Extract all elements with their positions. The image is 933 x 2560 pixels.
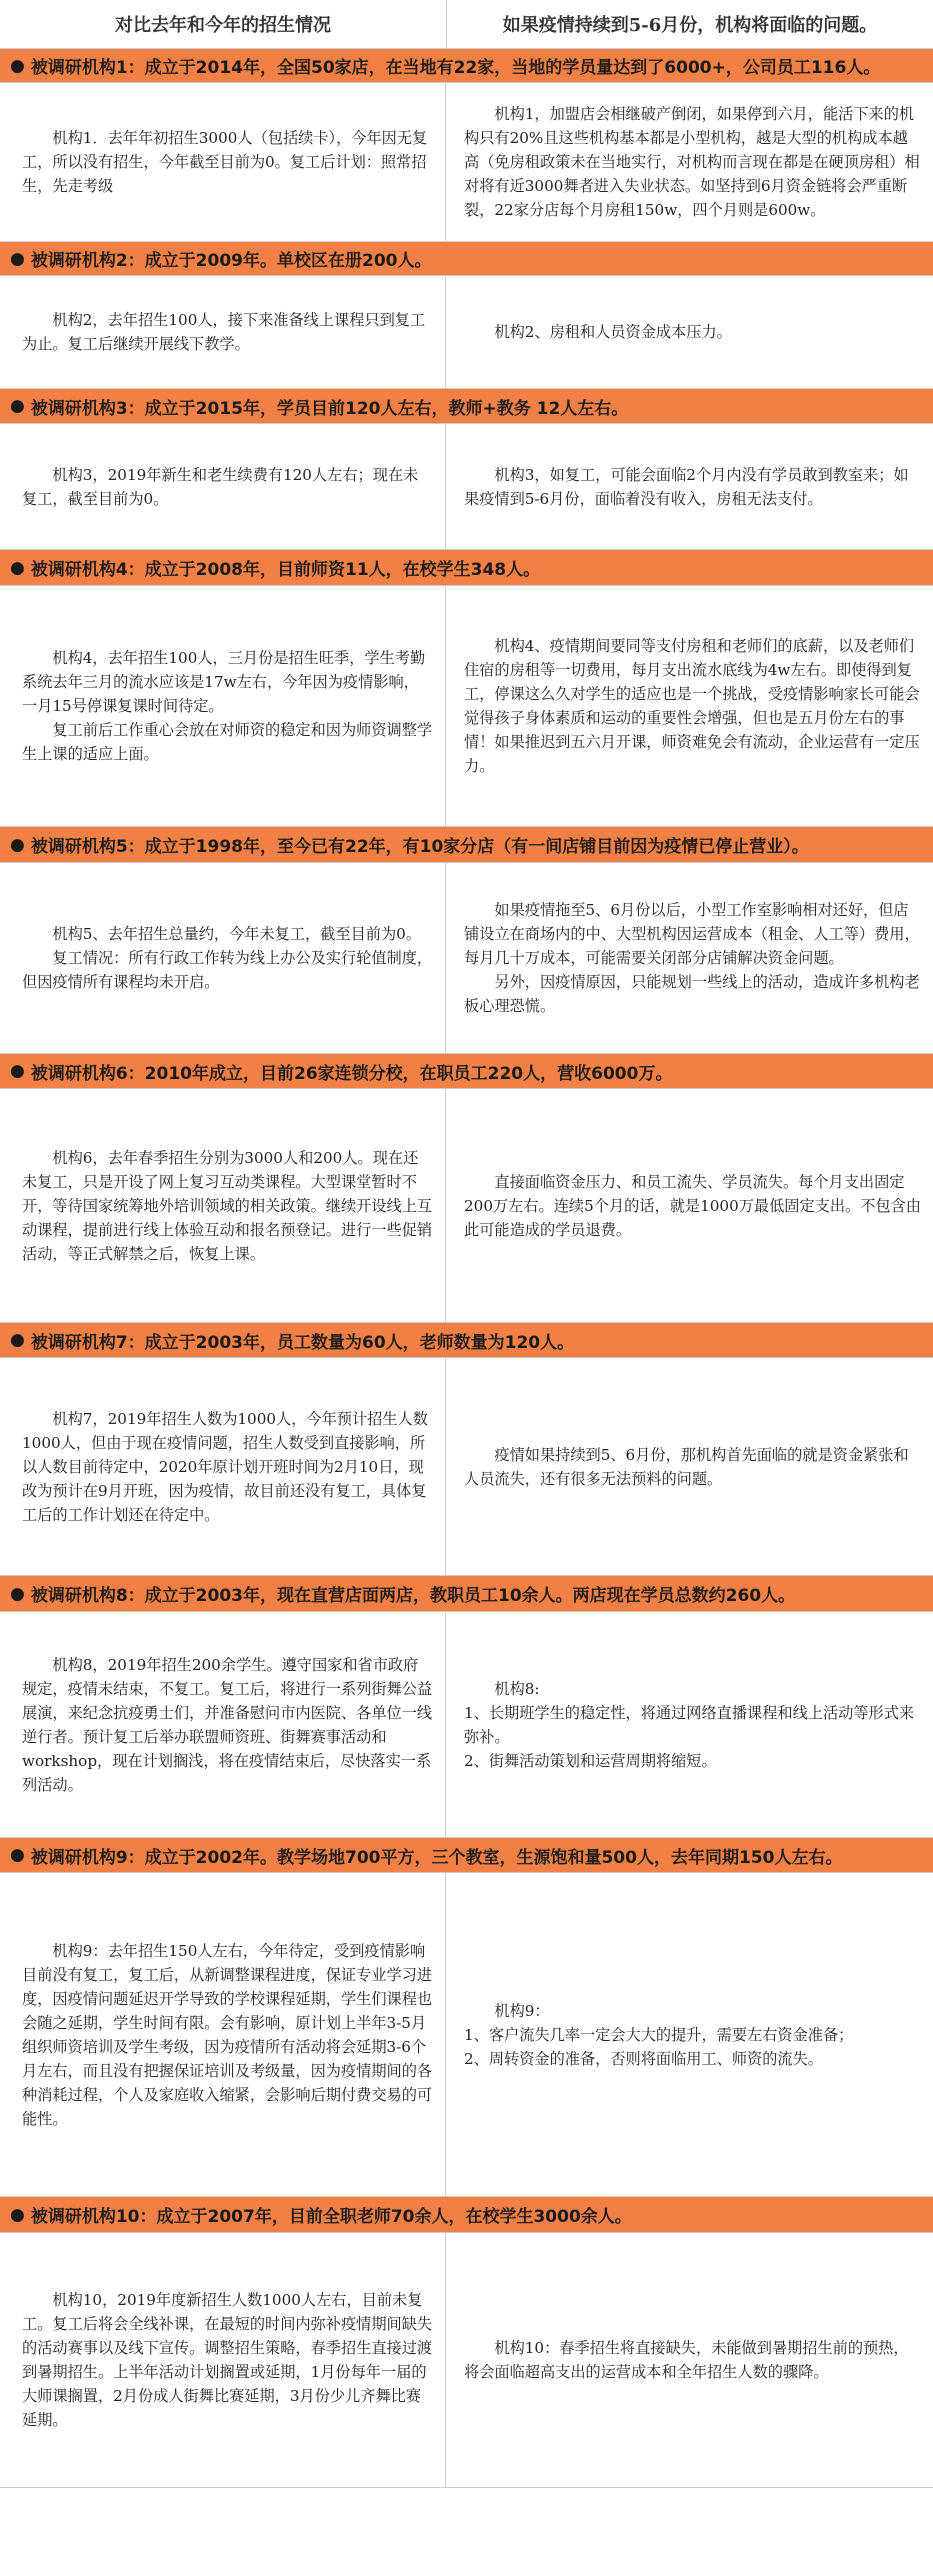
section-title-text: 被调研机构4：成立于2008年，目前师资11人，在校学生348人。: [30, 560, 541, 580]
paragraph: 复工前后工作重心会放在对师资的稳定和因为师资调整学生上课的适应上面。: [22, 721, 433, 763]
section-title: [0, 1054, 933, 1089]
paragraph: 机构3，2019年新生和老生续费有120人左右；现在未复工，截至目前为0。: [22, 465, 419, 508]
enrollment-comparison-cell: [0, 1873, 446, 2196]
enrollment-comparison-cell: [0, 2233, 446, 2487]
paragraph: 直接面临资金压力、和员工流失、学员流失。每个月支出固定200万左右。连续5个月的话，就是1000万最低固定支出。不包含由此可能造成的学员退费。: [464, 1172, 921, 1239]
table-row: [0, 1358, 933, 1576]
bullet-icon: ●: [10, 1061, 25, 1081]
enrollment-comparison-cell: [0, 586, 446, 826]
section-title-text: 被调研机构1：成立于2014年，全国50家店，在当地有22家，当地的学员量达到了6000+，公司员工116人。: [30, 58, 881, 78]
paragraph: 复工情况：所有行政工作转为线上办公及实行轮值制度，但因疫情所有课程均未开启。: [22, 949, 433, 991]
bullet-icon: ●: [10, 248, 25, 269]
section-title: [0, 49, 933, 83]
paragraph: 机构5、去年招生总量约，今年未复工，截至目前为0。: [52, 925, 422, 943]
paragraph: 机构6，去年春季招生分别为3000人和200人。现在还未复工，只是开设了网上复习互动类课程。大型课堂暂时不开，等待国家统筹地外培训领域的相关政策。继续开设线上互动课程，提前进行线上体验互动和报名预登记。进行一些促销活动，等正式解禁之后，恢复上课。: [22, 1148, 433, 1263]
future-issues-cell: [446, 1612, 933, 1837]
future-issues-cell: [446, 276, 933, 388]
bullet-icon: ●: [10, 1583, 25, 1604]
paragraph: 机构8:: [494, 1679, 540, 1698]
future-issues-cell: [446, 1089, 933, 1322]
section-title-text: 被调研机构8：成立于2003年，现在直营店面两店，教职员工10余人。两店现在学员总数约260人。: [30, 1586, 796, 1606]
section-title-text: 被调研机构3：成立于2015年，学员目前120人左右，教师+教务 12人左右。: [30, 398, 629, 419]
survey-section: [0, 389, 933, 550]
survey-section: [0, 1838, 933, 2197]
paragraph: 机构7，2019年招生人数为1000人，今年预计招生人数1000人，但由于现在疫情问题，招生人数受到直接影响，所以人数目前待定中，2020年原计划开班时间为2月10日，现改为预计在9月开班，因为疫情，故目前还没有复工，具体复工后的工作计划还在待定中。: [22, 1409, 428, 1524]
section-title: [0, 242, 933, 276]
table-header: [0, 0, 933, 49]
section-title: [0, 1838, 933, 1873]
paragraph: 1、长期班学生的稳定性，将通过网络直播课程和线上活动等形式来弥补。: [464, 1703, 915, 1746]
bullet-icon: ●: [10, 1845, 25, 1865]
section-title-text: 被调研机构10：成立于2007年，目前全职老师70余人，在校学生3000余人。: [30, 2207, 632, 2227]
section-title-text: 被调研机构9：成立于2002年。教学场地700平方，三个教室，生源饱和量500人，去年同期150人左右。: [30, 1847, 843, 1868]
bullet-icon: ●: [10, 1330, 25, 1350]
future-issues-cell: [446, 586, 933, 826]
table-row: [0, 2233, 933, 2488]
future-issues-cell: [446, 1873, 933, 2196]
paragraph: 机构10，2019年度新招生人数1000人左右，目前未复工。复工后将会全线补课，在最短的时间内弥补疫情期间缺失的活动赛事以及线下宣传。调整招生策略，春季招生直接过渡到暑期招生。上半年活动计划搁置或延期，1月份每年一届的大师课搁置，2月份成人街舞比赛延期，3月份少儿齐舞比赛延期。: [22, 2291, 433, 2429]
future-issues-cell: [446, 1358, 933, 1575]
bullet-icon: ●: [10, 396, 25, 416]
section-title: [0, 550, 933, 586]
section-title: [0, 1576, 933, 1612]
survey-section: [0, 550, 933, 827]
section-title: [0, 389, 933, 424]
survey-section: [0, 1054, 933, 1323]
section-title: [0, 827, 933, 863]
survey-section: [0, 1323, 933, 1576]
enrollment-comparison-cell: [0, 863, 446, 1053]
paragraph: 机构8，2019年招生200余学生。遵守国家和省市政府规定，疫情未结束，不复工。复工后，将进行一系列街舞公益展演，来纪念抗疫勇士们，并准备慰问市内医院、各单位一线逆行者。预计复工后举办联盟师资班、街舞赛事活动和workshop，现在计划搁浅，将在疫情结束后，尽快落实一系列活动。: [22, 1655, 433, 1794]
bullet-icon: ●: [10, 55, 25, 76]
survey-section: [0, 1576, 933, 1838]
paragraph: 另外，因疫情原因，只能规划一些线上的活动，造成许多机构老板心理恐慌。: [464, 973, 920, 1015]
paragraph: 机构1，加盟店会相继破产倒闭，如果停到六月，能活下来的机构只有20%且这些机构基本都是小型机构，越是大型的机构成本越高（免房租政策未在当地实行，对机构而言现在都是在硬顶房租）相对将有近3000舞者进入失业状态。如坚持到6月资金链将会严重断裂，22家分店每个月房租150w，四个月则是600w。: [464, 105, 920, 219]
enrollment-comparison-cell: [0, 1358, 446, 1575]
section-title: [0, 1323, 933, 1358]
survey-section: [0, 2197, 933, 2488]
table-row: [0, 83, 933, 242]
survey-section: [0, 242, 933, 389]
paragraph: 机构9：去年招生150人左右，今年待定，受到疫情影响目前没有复工，复工后，从新调整课程进度，保证专业学习进度，因疫情问题延迟开学导致的学校课程延期，学生们课程也会随之延期，学生时间有限。会有影响，原计划上半年3-5月组织师资培训及学生考级，因为疫情所有活动将会延期3-6个月左右，而且没有把握保证培训及考级量，因为疫情期间的各种消耗过程，个人及家庭收入缩紧，会影响后期付费交易的可能性。: [22, 1941, 433, 2128]
future-issues-cell: [446, 83, 933, 241]
paragraph: 机构2，去年招生100人，接下来准备线上课程只到复工为止。复工后继续开展线下教学。: [22, 311, 426, 353]
bullet-icon: ●: [10, 557, 25, 578]
section-title-text: 被调研机构2：成立于2009年。单校区在册200人。: [30, 251, 432, 271]
table-row: [0, 276, 933, 389]
table-row: [0, 424, 933, 550]
bullet-icon: ●: [10, 834, 25, 855]
survey-section: [0, 827, 933, 1054]
table-row: [0, 586, 933, 827]
paragraph: 疫情如果持续到5、6月份，那机构首先面临的就是资金紧张和人员流失，还有很多无法预料的问题。: [464, 1445, 909, 1488]
section-title-text: 被调研机构5：成立于1998年，至今已有22年，有10家分店（有一间店铺目前因为疫情已停止营业）。: [30, 837, 809, 857]
paragraph: 2、街舞活动策划和运营周期将缩短。: [464, 1751, 717, 1770]
enrollment-comparison-cell: [0, 1612, 446, 1837]
paragraph: 机构9：: [494, 2001, 550, 2020]
survey-section: [0, 49, 933, 242]
section-title: [0, 2197, 933, 2233]
enrollment-comparison-cell: [0, 1089, 446, 1322]
section-title-text: 被调研机构6：2010年成立，目前26家连锁分校，在职员工220人，营收6000万。: [30, 1063, 673, 1084]
future-issues-cell: [446, 424, 933, 549]
section-title-text: 被调研机构7：成立于2003年，员工数量为60人，老师数量为120人。: [30, 1332, 575, 1353]
paragraph: 机构3，如复工，可能会面临2个月内没有学员敢到教室来；如果疫情到5-6月份，面临着没有收入，房租无法支付。: [464, 465, 909, 508]
paragraph: 机构2、房租和人员资金成本压力。: [494, 323, 732, 341]
table-row: [0, 1612, 933, 1838]
header-right: 如果疫情持续到5-6月份，机构将面临的问题。: [502, 15, 878, 36]
bullet-icon: ●: [10, 2204, 25, 2225]
future-issues-cell: [446, 863, 933, 1053]
enrollment-comparison-cell: [0, 83, 446, 241]
table-row: [0, 1089, 933, 1323]
paragraph: 如果疫情拖至5、6月份以后，小型工作室影响相对还好，但店铺设立在商场内的中、大型机构因运营成本（租金、人工等）费用，每月几十万成本，可能需要关闭部分店铺解决资金问题。: [464, 901, 920, 967]
paragraph: 2、周转资金的准备，否则将面临用工、师资的流失。: [464, 2049, 823, 2068]
future-issues-cell: [446, 2233, 933, 2487]
paragraph: 1、客户流失几率一定会大大的提升，需要左右资金准备；: [464, 2025, 854, 2044]
enrollment-comparison-cell: [0, 424, 446, 549]
paragraph: 机构1．去年年初招生3000人（包括续卡），今年因无复工，所以没有招生，今年截至目前为0。复工后计划：照常招生，先走考级: [22, 129, 428, 195]
table-row: [0, 863, 933, 1054]
table-row: [0, 1873, 933, 2197]
survey-sections: [0, 49, 933, 2488]
paragraph: 机构10：春季招生将直接缺失，未能做到暑期招生前的预热，将会面临超高支出的运营成本和全年招生人数的骤降。: [464, 2339, 909, 2381]
paragraph: 机构4、疫情期间要同等支付房租和老师们的底薪，以及老师们住宿的房租等一切费用，每月支出流水底线为4w左右。即使得到复工，停课这么久对学生的适应也是一个挑战，受疫情影响家长可能会觉得孩子身体素质和运动的重要性会增强，但也是五月份左右的事情！如果推迟到五六月开课，师资难免会有流动，企业运营有一定压力。: [464, 637, 920, 775]
enrollment-comparison-cell: [0, 276, 446, 388]
paragraph: 机构4，去年招生100人，三月份是招生旺季，学生考勤系统去年三月的流水应该是17w左右，今年因为疫情影响，一月15号停课复课时间待定。: [22, 649, 426, 715]
header-left: 对比去年和今年的招生情况: [0, 0, 447, 48]
